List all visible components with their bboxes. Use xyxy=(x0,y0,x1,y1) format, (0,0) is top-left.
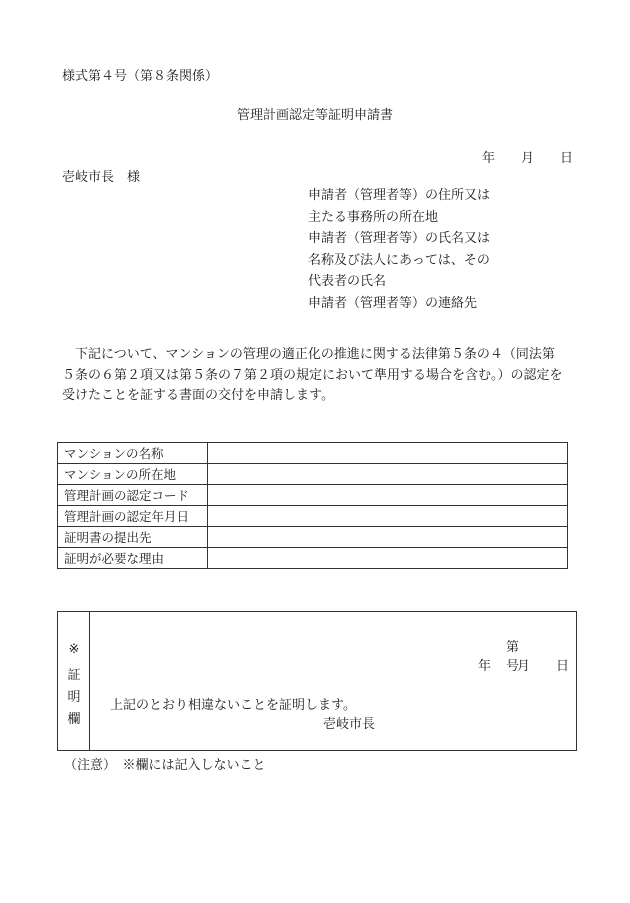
request-body xyxy=(62,345,582,407)
table-row xyxy=(58,485,568,506)
month-label: 月 xyxy=(521,151,535,166)
certification-statement: 上記のとおり相違ないことを証明します。 xyxy=(110,698,356,713)
reference-mark: ※ xyxy=(68,642,80,657)
mansion-location-field[interactable] xyxy=(208,464,568,485)
side-char-3: 欄 xyxy=(67,712,81,727)
number-prefix: 第 xyxy=(506,640,520,655)
applicant-representative-label: 代表者の氏名 xyxy=(308,274,387,289)
applicant-office-label: 主たる事務所の所在地 xyxy=(308,209,439,225)
table-row xyxy=(58,548,568,569)
form-number: 様式第４号（第８条関係） xyxy=(62,69,219,84)
cert-day-label: 日 xyxy=(556,659,570,674)
side-char-1: 証 xyxy=(67,668,81,683)
body-line-2: ５条の６第２項又は第５条の７第２項の規定において準用する場合を含む。）の認定を xyxy=(62,367,563,383)
certification-box xyxy=(57,611,577,751)
table-row xyxy=(58,527,568,548)
document-title: 管理計画認定等証明申請書 xyxy=(236,108,393,123)
body-line-3: 受けたことを証する書面の交付を申請します。 xyxy=(62,388,334,403)
certification-date-field[interactable] xyxy=(208,506,568,527)
application-date-line xyxy=(482,147,573,166)
applicant-name-label: 申請者（管理者等）の氏名又は xyxy=(308,231,491,246)
row-label-reason: 証明が必要な理由 xyxy=(58,548,208,569)
certification-date xyxy=(478,655,569,674)
table-row xyxy=(58,506,568,527)
certification-side-label xyxy=(58,612,90,750)
addressee: 壱岐市長 様 xyxy=(62,170,141,185)
info-table xyxy=(57,442,568,569)
note: （注意） ※欄には記入しないこと xyxy=(64,758,266,773)
year-label: 年 xyxy=(482,151,496,166)
submit-to-field[interactable] xyxy=(208,527,568,548)
row-label-name: マンションの名称 xyxy=(58,443,208,464)
row-label-location: マンションの所在地 xyxy=(58,464,208,485)
applicant-fields xyxy=(308,185,490,314)
mansion-name-field[interactable] xyxy=(208,443,568,464)
row-label-date: 管理計画の認定年月日 xyxy=(58,506,208,527)
number-suffix: 号 xyxy=(506,659,520,674)
body-line-1: 下記について、マンションの管理の適正化の推進に関する法律第５条の４（同法第 xyxy=(62,347,555,362)
cert-month-label: 月 xyxy=(517,659,531,674)
table-row xyxy=(58,443,568,464)
row-label-submit-to: 証明書の提出先 xyxy=(58,527,208,548)
applicant-address-label: 申請者（管理者等）の住所又は xyxy=(308,188,491,203)
day-label: 日 xyxy=(560,151,574,166)
side-char-2: 明 xyxy=(67,690,81,705)
certification-code-field[interactable] xyxy=(208,485,568,506)
applicant-contact-label: 申請者（管理者等）の連絡先 xyxy=(308,295,478,311)
applicant-corporate-label: 名称及び法人にあっては、その xyxy=(308,252,490,268)
certifying-mayor: 壱岐市長 xyxy=(323,717,376,732)
reason-field[interactable] xyxy=(208,548,568,569)
row-label-code: 管理計画の認定コード xyxy=(58,485,208,506)
cert-year-label: 年 xyxy=(478,659,492,674)
table-row xyxy=(58,464,568,485)
